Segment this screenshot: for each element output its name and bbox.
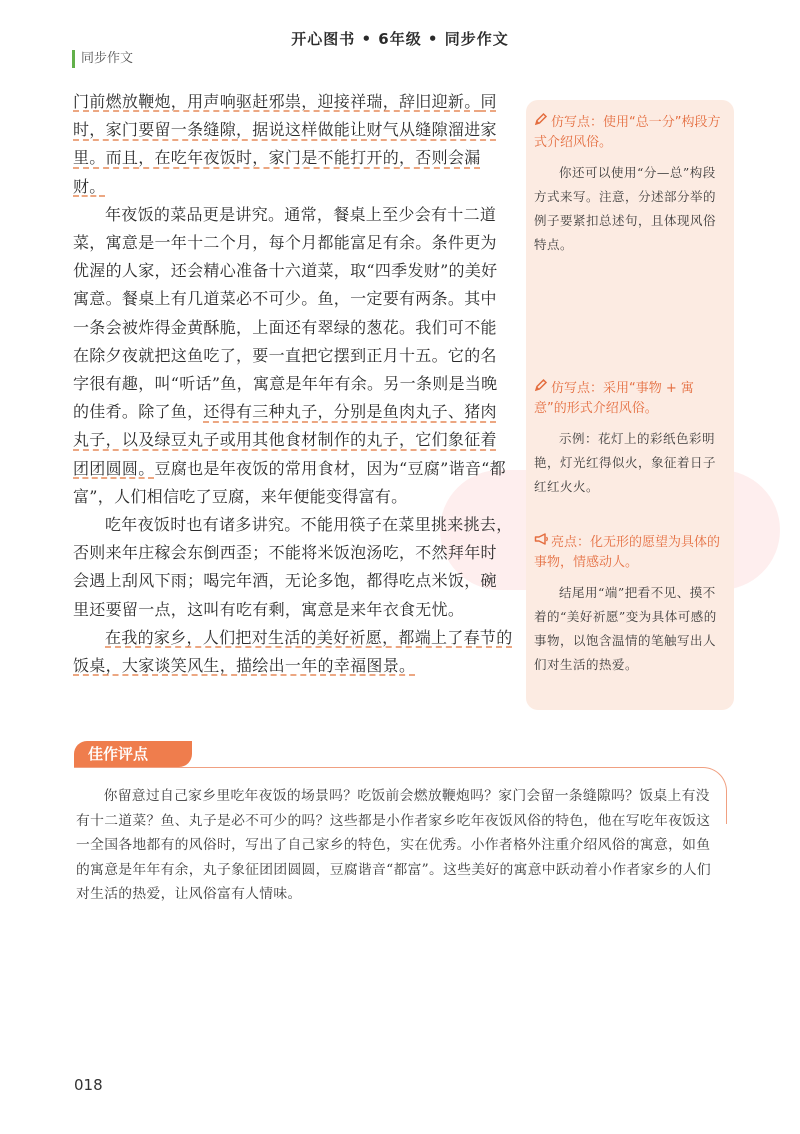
essay-paragraph-3 [73, 511, 513, 624]
essay-sentence: 吃年夜饭时也有诸多讲究。不能用筷子在菜里挑来挑去，否则来年庄稼会东倒西歪；不能将米饭泡汤吃，不然拜年时会遇上刮风下雨；喝完年酒，无论多饱，都得吃点米饭，碗里还要留一点，这叫有吃有剩，寓意是来年衣食无忧。 [73, 515, 513, 619]
note-title: 仿写点：采用“事物 + 寓意”的形式介绍风俗。 [534, 378, 724, 419]
page-number: 018 [74, 1076, 103, 1094]
review-label: 佳作评点 [74, 741, 192, 767]
note-title: 仿写点：使用“总一分”构段方式介绍风俗。 [534, 112, 724, 153]
essay-paragraph-4 [73, 624, 513, 680]
note-body: 你还可以使用“分—总”构段方式来写。注意，分述部分举的例子要紧扣总述句，且体现风俗特点。 [534, 165, 717, 252]
essay-paragraph-2 [73, 201, 513, 511]
essay-body [73, 88, 513, 680]
essay-sentence: 同时，家门要留一条缝隙，据说这样做能让财气从缝隙溜进家里。而且，在吃年夜饭时，家门是不能打开的，否则会漏财。 [73, 92, 497, 196]
essay-sentence: 年夜饭的菜品更是讲究。通常，餐桌上至少会有十二道菜，寓意是一年十二个月，每个月都能富足有余。条件更为优渥的人家，还会精心准备十六道菜，取“四季发财”的美好寓意。餐桌上有几道菜必不可少。鱼，一定要有两条。其中一条会被炸得金黄酥脆，上面还有翠绿的葱花。我们可不能在除夕夜就把这鱼吃了，要一直把它摆到正月十五。它的名字很有趣，叫“听话”鱼，寓意是年年有余。另一条则是当晚的佳肴。除了鱼， [73, 204, 498, 422]
essay-paragraph-1 [73, 88, 513, 201]
essay-sentence: 还得有三种丸子，分别是鱼肉丸子、猪肉丸子，以及绿豆丸子或用其他食材制作的丸子，它们象征着团团圆圆。 [73, 402, 497, 478]
essay-sentence: 门前燃放鞭炮，用声响驱赶邪祟，迎接祥瑞，辞旧迎新。 [73, 92, 481, 111]
review-text: 你留意过自己家乡里吃年夜饭的场景吗？吃饭前会燃放鞭炮吗？家门会留一条缝隙吗？饭桌上有没有十二道菜？鱼、丸子是必不可少的吗？这些都是小作者家乡吃年夜饭风俗的特色，他在写吃年夜饭这一全国各地都有的风俗时，写出了自己家乡的特色，实在优秀。小作者格外注重介绍风俗的寓意，如鱼的寓意是年年有余，丸子象征团团圆圆，豆腐谐音“都富”。这些美好的寓意中跃动着小作者家乡的人们对生活的热爱，让风俗富有人情味。 [76, 788, 711, 902]
pencil-icon [534, 112, 549, 133]
note-highlight [534, 532, 724, 677]
note-body: 结尾用“端”把看不见、摸不着的“美好祈愿”变为具体可感的事物，以饱含温情的笔触写出人们对生活的热爱。 [534, 585, 717, 672]
essay-sentence: 豆腐也是年夜饭的常用食材，因为“豆腐”谐音“都富”，人们相信吃了豆腐，来年便能变得富有。 [73, 458, 506, 506]
note-body: 示例：花灯上的彩纸色彩明艳，灯光红得似火，象征着日子红红火火。 [534, 431, 717, 494]
note-imitation-2 [534, 378, 724, 499]
section-label: 同步作文 [72, 50, 133, 68]
megaphone-icon [534, 532, 549, 553]
note-imitation-1 [534, 112, 724, 257]
pencil-icon [534, 378, 549, 399]
note-title: 亮点：化无形的愿望为具体的事物，情感动人。 [534, 532, 724, 573]
essay-sentence: 在我的家乡，人们把对生活的美好祈愿，都端上了春节的饭桌，大家谈笑风生，描绘出一年的幸福图景。 [73, 627, 513, 676]
page-header-title: 开心图书 • 6年级 • 同步作文 [291, 30, 509, 48]
